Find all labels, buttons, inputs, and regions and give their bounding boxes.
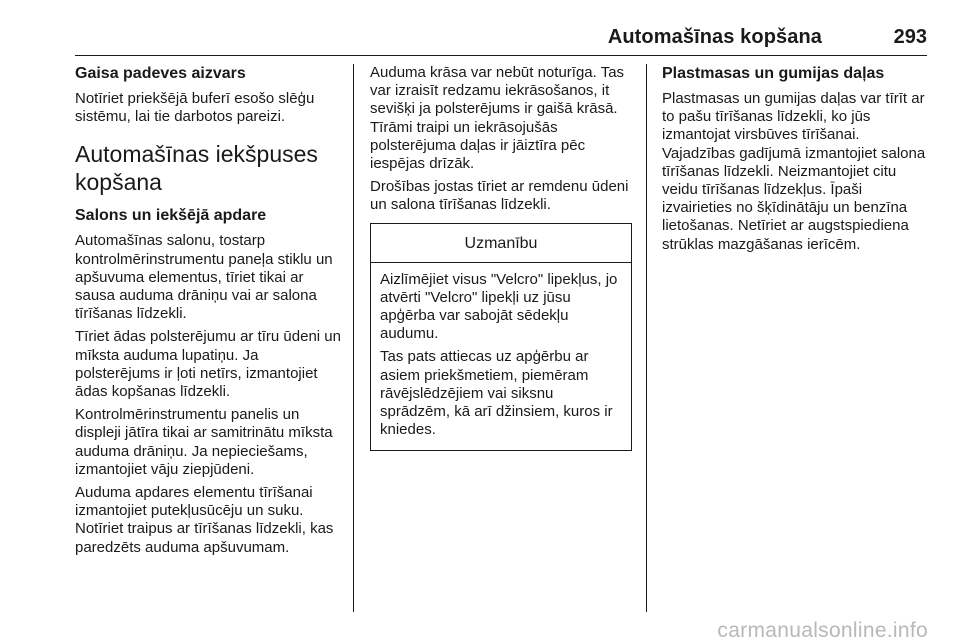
paragraph: Tīriet ādas polsterējumu ar tīru ūdeni un mīksta auduma lupatiņu. Ja polsterējums ir ļoti netīrs, izmantojiet ādas kopšanas līdzekli.	[75, 328, 341, 401]
paragraph: Automašīnas salonu, tostarp kontrolmērinstrumentu paneļa stiklu un apšuvuma elementus, tīriet tikai ar sausa auduma drāniņu vai ar salona tīrīšanas līdzekli.	[75, 232, 333, 323]
caution-body	[371, 263, 631, 451]
paragraph: Auduma apdares elementu tīrīšanai izmantojiet putekļusūcēju un suku. Notīriet traipus ar tīrīšanas līdzekli, kas paredzēts auduma apšuvumam.	[75, 484, 334, 556]
caution-box	[370, 223, 632, 452]
paragraph: Plastmasas un gumijas daļas var tīrīt ar to pašu tīrīšanas līdzekli, ko jūs izmantojat virsbūves tīrīšanai. Vajadzības gadījumā izmantojiet salona tīrīšanas līdzekli. Neizmantojiet citu veidu tīrīšanas līdzekļus. Īpaši izvairieties no šķīdinātāju un benzīna lietošanas. Netīriet ar augstspiediena strūklas mazgāšanas ierīcēm.	[662, 90, 926, 253]
paragraph: Auduma krāsa var nebūt noturīga. Tas var izraisīt redzamu iekrāsošanos, it sevišķi ja polsterējums ir gaišā krāsā. Tīrāmi traipi un iekrāsojušās polsterējuma daļas ir jāiztīra pēc iespējas drīzāk.	[370, 64, 625, 173]
chapter-title: Automašīnas kopšana	[607, 26, 822, 48]
column-right	[662, 64, 930, 259]
section-heading-interior-care: Automašīnas iekšpuses kopšana	[75, 141, 318, 196]
column-divider-2	[646, 64, 647, 612]
paragraph: Drošības jostas tīriet ar remdenu ūdeni un salona tīrīšanas līdzekli.	[370, 178, 629, 214]
caution-title: Uzmanību	[371, 224, 631, 263]
column-middle	[370, 64, 632, 451]
page-header	[75, 0, 927, 56]
subsection-heading-interior-trim: Salons un iekšējā apdare	[75, 207, 267, 225]
column-left	[75, 64, 347, 562]
caution-paragraph: Tas pats attiecas uz apģērbu ar asiem priekšmetiem, piemēram rāvējslēdzējiem vai siksnu sprādzēm, kā arī džinsiem, kuros ir kniedes.	[380, 348, 613, 439]
paragraph: Notīriet priekšējā buferī esošo slēģu sistēmu, lai tie darbotos pareizi.	[75, 90, 315, 126]
paragraph: Kontrolmērinstrumentu panelis un displeji jātīra tikai ar samitrinātu mīksta auduma drāniņu. Ja nepieciešams, izmantojiet vāju ziepjūdeni.	[75, 406, 333, 478]
section-heading-plastic-rubber: Plastmasas un gumijas daļas	[662, 65, 885, 82]
column-divider-1	[353, 64, 354, 612]
page-number: 293	[893, 26, 927, 48]
caution-paragraph: Aizlīmējiet visus "Velcro" lipekļus, jo atvērti "Velcro" lipekļi uz jūsu apģērba var sabojāt sēdekļu audumu.	[380, 270, 618, 343]
watermark: carmanualsonline.info	[717, 619, 928, 642]
section-heading-air-shutter: Gaisa padeves aizvars	[75, 65, 246, 82]
